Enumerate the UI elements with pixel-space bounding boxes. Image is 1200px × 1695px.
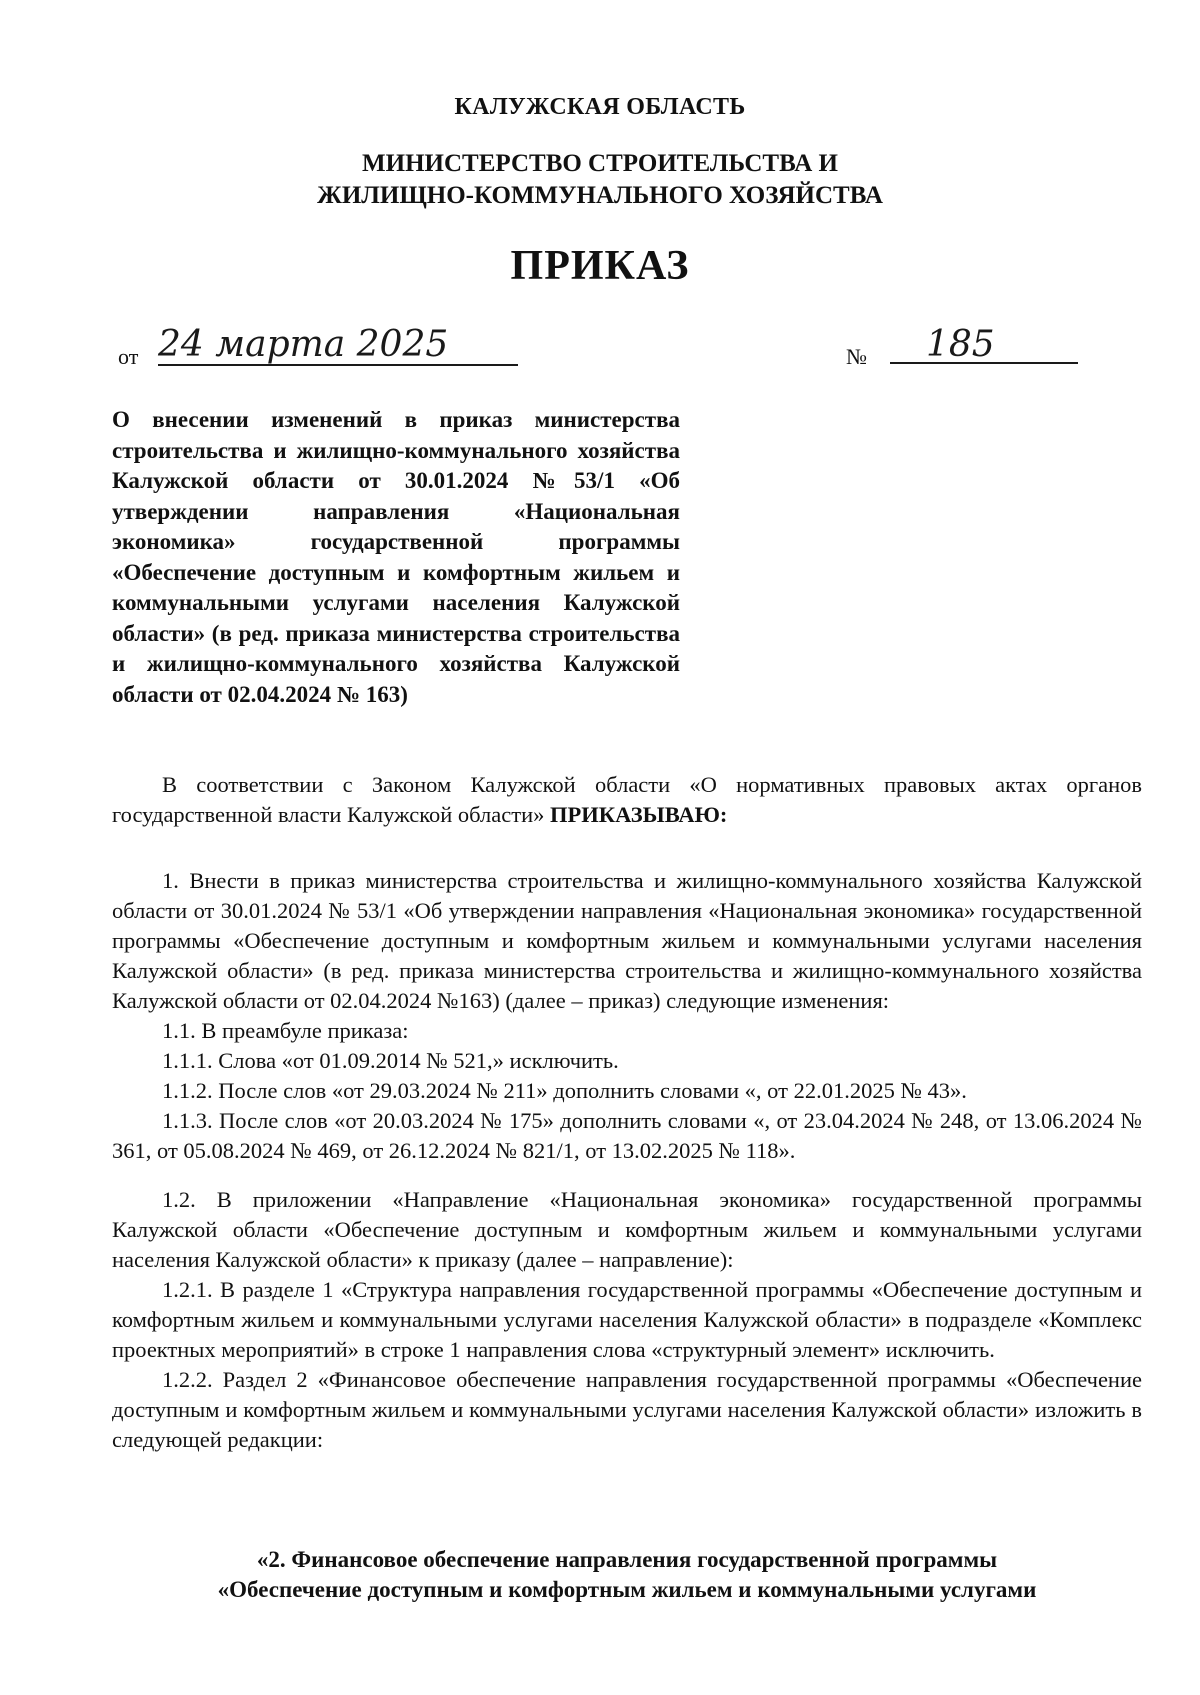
item-1-1: 1.1. В преамбуле приказа: xyxy=(162,1018,409,1043)
number-label: № xyxy=(846,344,867,369)
section-2-heading-line-1: «2. Финансовое обеспечение направления государственной программы xyxy=(256,1547,998,1572)
handwritten-number: 185 xyxy=(890,324,1078,364)
document-type-title: ПРИКАЗ xyxy=(510,243,690,289)
item-1: 1. Внести в приказ министерства строительства и жилищно-коммунального хозяйства Калужской области от 30.01.2024 № 53/1 «Об утверждении направления «Национальная экономика» государственной программы «Обеспечение доступным и комфортным жильем и коммунальными услугами населения Калужской области» (в ред. приказа министерства строительства и жилищно-коммунального хозяйства Калужской области от 02.04.2024 №163) (далее – приказ) следующие изменения: xyxy=(112,868,1142,1013)
ministry-heading-line-1: МИНИСТЕРСТВО СТРОИТЕЛЬСТВА И xyxy=(362,150,838,177)
ministry-heading-line-2: ЖИЛИЩНО-КОММУНАЛЬНОГО ХОЗЯЙСТВА xyxy=(317,182,883,209)
ministry-heading xyxy=(0,148,1200,212)
region-heading: КАЛУЖСКАЯ ОБЛАСТЬ xyxy=(454,94,746,120)
preamble-text: В соответствии с Законом Калужской области «О нормативных правовых актах органов государственной власти Калужской области» xyxy=(112,772,1142,827)
section-2-heading-line-2: «Обеспечение доступным и комфортным жильем и коммунальными услугами xyxy=(217,1577,1037,1602)
order-word: ПРИКАЗЫВАЮ: xyxy=(550,802,728,827)
item-1-1-1: 1.1.1. Слова «от 01.09.2014 № 521,» исключить. xyxy=(162,1048,619,1073)
preamble-paragraph xyxy=(112,770,1142,830)
order-preamble xyxy=(112,770,1142,830)
item-1-2-1: 1.2.1. В разделе 1 «Структура направления государственной программы «Обеспечение доступным и комфортным жильем и коммунальными услугами населения Калужской области» в подразделе «Комплекс проектных мероприятий» в строке 1 направления слова «структурный элемент» исключить. xyxy=(112,1277,1142,1362)
handwritten-date: 24 марта 2025 xyxy=(158,324,518,366)
item-1-2-2: 1.2.2. Раздел 2 «Финансовое обеспечение направления государственной программы «Обеспечение доступным и комфортным жильем и коммунальными услугами населения Калужской области» изложить в следующей редакции: xyxy=(112,1367,1142,1452)
item-1-2: 1.2. В приложении «Направление «Национальная экономика» государственной программы Калужской области «Обеспечение доступным и комфортным жильем и коммунальными услугами населения Калужской области» к приказу (далее – направление): xyxy=(112,1187,1142,1272)
item-1-1-2: 1.1.2. После слов «от 29.03.2024 № 211» дополнить словами «, от 22.01.2025 № 43». xyxy=(162,1078,967,1103)
order-subject: О внесении изменений в приказ министерства строительства и жилищно-коммунального хозяйства Калужской области от 30.01.2024 №53/1 «Об утверждении направления «Национальная экономика» государственной программы «Обеспечение доступным и комфортным жильем и коммунальными услугами населения Калужской области» (в ред. приказа министерства строительства и жилищно-коммунального хозяйства Калужской области от 02.04.2024 № 163) xyxy=(112,407,680,707)
item-1-1-3: 1.1.3. После слов «от 20.03.2024 № 175» дополнить словами «, от 23.04.2024 № 248, от 13.06.2024 № 361, от 05.08.2024 № 469, от 26.12.2024 № 821/1, от 13.02.2025 № 118». xyxy=(112,1108,1142,1163)
paragraph-gap xyxy=(112,1166,1142,1185)
order-items xyxy=(112,866,1142,1455)
section-2-heading xyxy=(112,1545,1142,1605)
date-number-row xyxy=(118,324,1078,380)
date-from-label: от xyxy=(118,344,139,369)
